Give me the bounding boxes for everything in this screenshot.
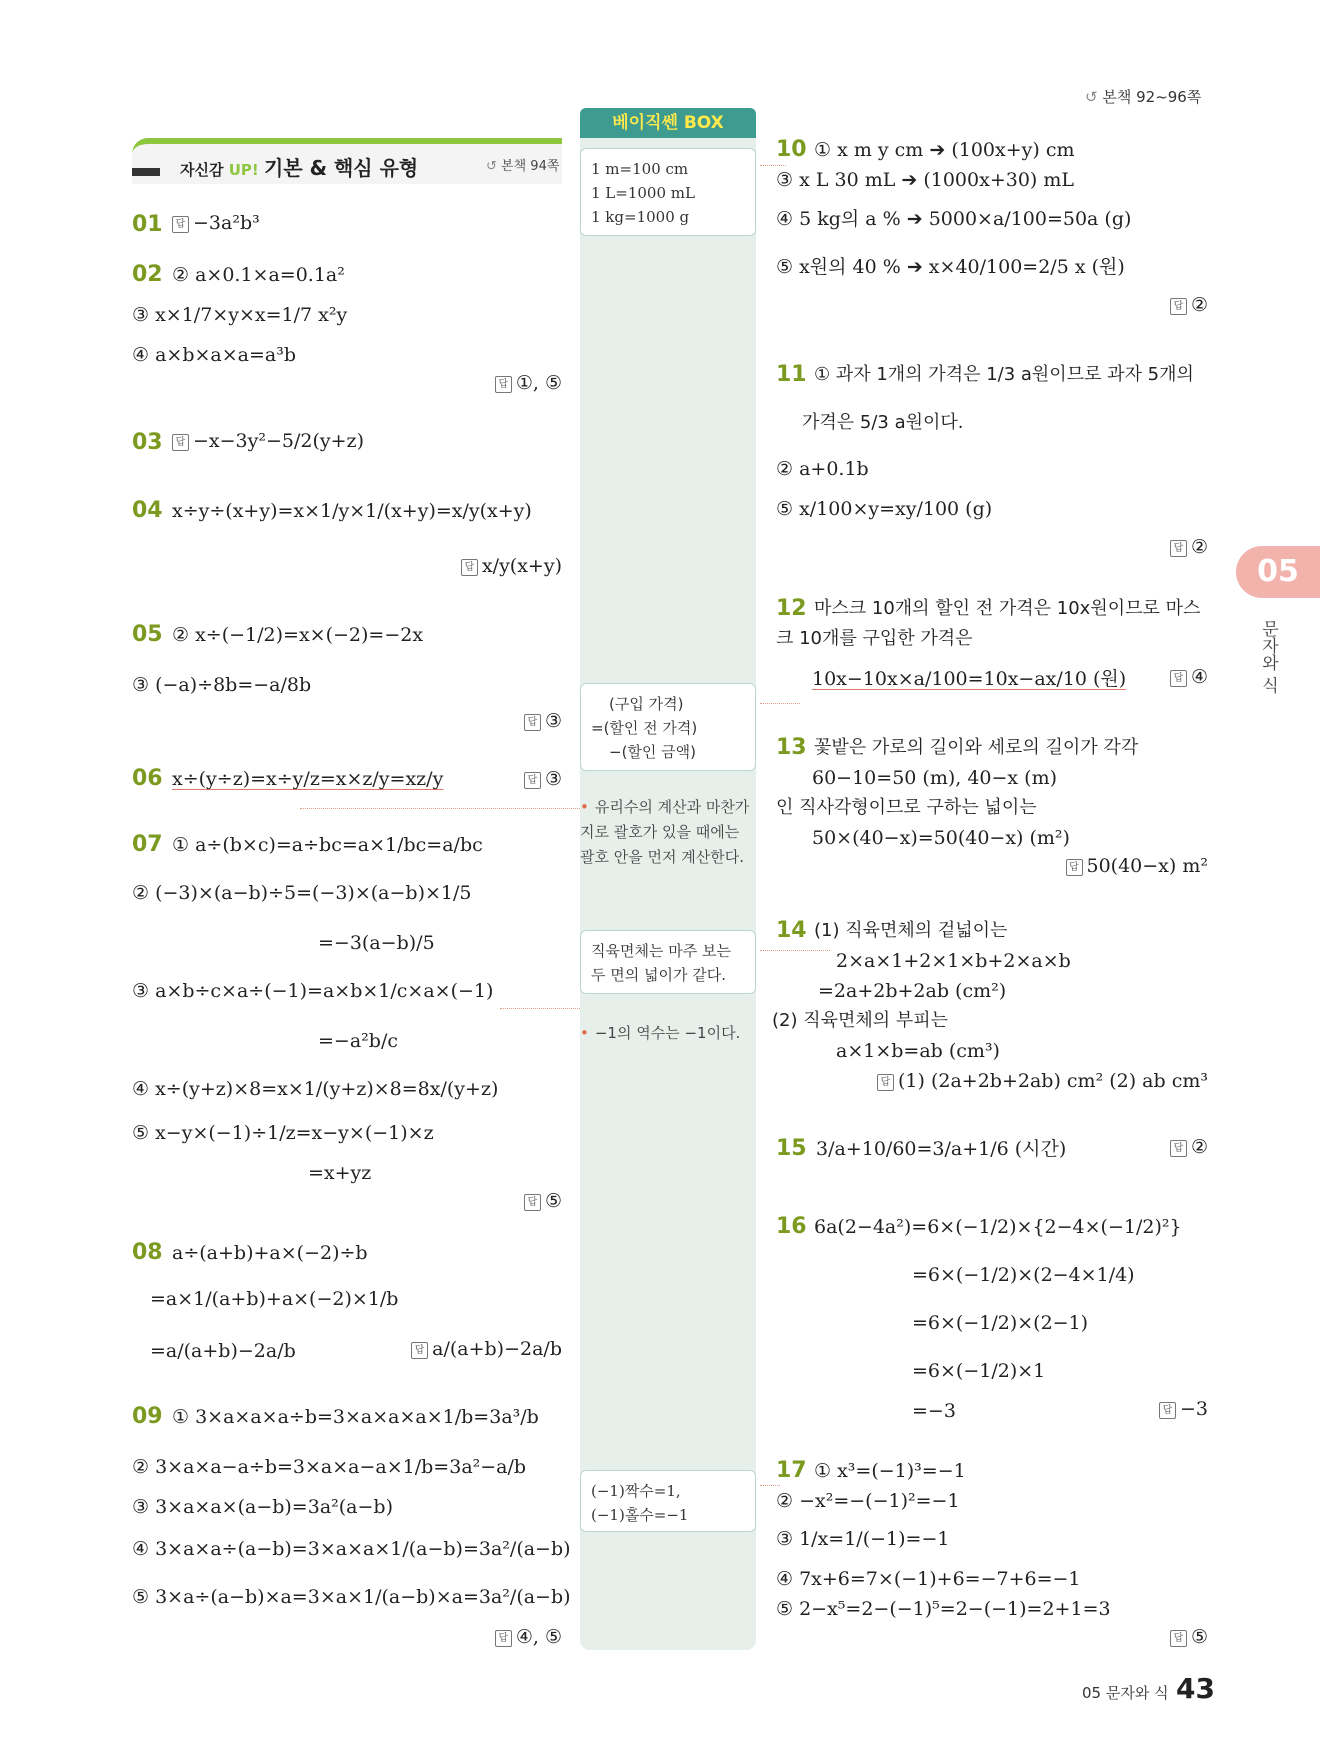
section-prefix: 자신감 xyxy=(180,161,224,179)
answer-03-text: −x−3y²−5/2(y+z) xyxy=(193,430,364,452)
solution-16-line3: =6×(−1/2)×(2−1) xyxy=(912,1312,1089,1334)
section-title xyxy=(180,152,418,181)
solution-07-line4: ③ a×b÷c×a÷(−1)=a×b×1/c×a×(−1) xyxy=(132,980,494,1002)
answer-10-text: ② xyxy=(1190,294,1208,316)
problem-number-02: 02 xyxy=(132,262,163,287)
answer-icon: 답 xyxy=(1170,670,1187,687)
box-title: 베이직쎈 BOX xyxy=(580,108,756,138)
problem-number-15: 15 xyxy=(776,1136,807,1161)
problem-number-09: 09 xyxy=(132,1404,163,1429)
solution-13-line3: 인 직사각형이므로 구하는 넓이는 xyxy=(776,797,1037,818)
answer-08 xyxy=(411,1338,562,1360)
answer-01-text: −3a²b³ xyxy=(193,212,260,234)
answer-17-text: ⑤ xyxy=(1190,1626,1208,1648)
solution-15-line1: 3/a+10/60=3/a+1/6 (시간) xyxy=(816,1138,1067,1160)
answer-11 xyxy=(1170,536,1208,558)
problem-number-04: 04 xyxy=(132,498,163,523)
ref-arrow-icon: ↺ xyxy=(1085,88,1098,106)
solution-13-line4: 50×(40−x)=50(40−x) (m²) xyxy=(812,827,1070,849)
chapter-tab-label: 문자와 식 xyxy=(1258,620,1278,694)
answer-02 xyxy=(495,372,562,394)
solution-11-line4: ⑤ x/100×y=xy/100 (g) xyxy=(776,498,993,520)
page-number: 43 xyxy=(1176,1672,1215,1705)
answer-13 xyxy=(1066,855,1209,877)
power-even: (−1)짝수=1, xyxy=(591,1482,681,1500)
solution-10-line1: ① x m y cm ➔ (100x+y) cm xyxy=(814,139,1075,161)
solution-11-line2: 가격은 5/3 a원이다. xyxy=(802,412,964,433)
box-cuboid-note xyxy=(580,930,756,994)
answer-icon: 답 xyxy=(524,1194,541,1211)
solution-08-line1: a÷(a+b)+a×(−2)÷b xyxy=(172,1242,368,1264)
solution-17-line3: ③ 1/x=1/(−1)=−1 xyxy=(776,1528,950,1550)
solution-07-line2: ② (−3)×(a−b)÷5=(−3)×(a−b)×1/5 xyxy=(132,882,472,904)
solution-17-line4: ④ 7x+6=7×(−1)+6=−7+6=−1 xyxy=(776,1568,1081,1590)
problem-number-03: 03 xyxy=(132,430,163,455)
cuboid-note-text: 직육면체는 마주 보는 두 면의 넓이가 같다. xyxy=(591,942,731,984)
answer-17 xyxy=(1170,1626,1208,1648)
connector-line xyxy=(760,165,786,166)
problem-number-14: 14 xyxy=(776,918,807,943)
solution-16-line2: =6×(−1/2)×(2−4×1/4) xyxy=(912,1264,1135,1286)
answer-icon: 답 xyxy=(1170,540,1187,557)
answer-icon: 답 xyxy=(495,1630,512,1647)
solution-09-line4: ④ 3×a×a÷(a−b)=3×a×a×1/(a−b)=3a²/(a−b) xyxy=(132,1538,571,1560)
answer-05 xyxy=(524,710,562,732)
connector-line xyxy=(760,1485,780,1486)
answer-icon: 답 xyxy=(1170,298,1187,315)
solution-10-line2: ③ x L 30 mL ➔ (1000x+30) mL xyxy=(776,169,1074,191)
solution-02-line2: ③ x×1/7×y×x=1/7 x²y xyxy=(132,304,348,326)
answer-12 xyxy=(1170,666,1208,688)
answer-13-text: 50(40−x) m² xyxy=(1086,855,1208,877)
box-price xyxy=(580,683,756,771)
solution-10-line4: ⑤ x원의 40 % ➔ x×40/100=2/5 x (원) xyxy=(776,256,1125,278)
answer-icon: 답 xyxy=(172,216,189,233)
ref-arrow-icon: ↺ xyxy=(486,159,497,174)
solution-02-line1: ② a×0.1×a=0.1a² xyxy=(172,264,345,286)
solution-07-line5: =−a²b/c xyxy=(318,1030,398,1052)
ref-pages-text: 본책 92~96쪽 xyxy=(1102,88,1202,106)
answer-icon: 답 xyxy=(1170,1630,1187,1647)
box-power-note xyxy=(580,1470,756,1532)
solution-11-line3: ② a+0.1b xyxy=(776,458,869,480)
box-price-line3: −(할인 금액) xyxy=(609,743,697,761)
solution-09-line5: ⑤ 3×a÷(a−b)×a=3×a×1/(a−b)×a=3a²/(a−b) xyxy=(132,1586,571,1608)
answer-04 xyxy=(461,555,562,577)
solution-14-line5: a×1×b=ab (cm³) xyxy=(836,1040,1000,1062)
connector-line xyxy=(500,1008,580,1009)
box-units xyxy=(580,148,756,236)
answer-16 xyxy=(1159,1398,1208,1420)
solution-05-line1: ② x÷(−1/2)=x×(−2)=−2x xyxy=(172,624,424,646)
bullet-icon: • xyxy=(580,1024,589,1042)
footer-chapter: 05 문자와 식 xyxy=(1082,1684,1169,1702)
answer-08-text: a/(a+b)−2a/b xyxy=(432,1338,562,1360)
answer-icon: 답 xyxy=(1159,1402,1176,1419)
problem-number-01: 01 xyxy=(132,212,163,237)
answer-07-text: ⑤ xyxy=(544,1190,562,1212)
solution-07-line1: ① a÷(b×c)=a÷bc=a×1/bc=a/bc xyxy=(172,834,483,856)
solution-08-line2: =a×1/(a+b)+a×(−2)×1/b xyxy=(150,1288,399,1310)
box-unit-kg: 1 kg=1000 g xyxy=(591,208,690,226)
solution-11-line1: ① 과자 1개의 가격은 1/3 a원이므로 과자 5개의 xyxy=(814,364,1194,385)
solution-13-line2: 60−10=50 (m), 40−x (m) xyxy=(812,767,1058,789)
solution-14-line3: =2a+2b+2ab (cm²) xyxy=(818,980,1007,1002)
section-title-text: 기본 & 핵심 유형 xyxy=(263,156,419,180)
problem-number-17: 17 xyxy=(776,1458,807,1483)
answer-16-text: −3 xyxy=(1179,1398,1208,1420)
problem-number-07: 07 xyxy=(132,832,163,857)
answer-07 xyxy=(524,1190,562,1212)
problem-number-11: 11 xyxy=(776,362,807,387)
box-price-line1: (구입 가격) xyxy=(609,695,684,713)
solution-14-line4: (2) 직육면체의 부피는 xyxy=(772,1010,949,1031)
problem-number-08: 08 xyxy=(132,1240,163,1265)
answer-icon: 답 xyxy=(1066,859,1083,876)
solution-07-line3: =−3(a−b)/5 xyxy=(318,932,435,954)
box-column xyxy=(580,125,756,1650)
problem-number-12: 12 xyxy=(776,596,807,621)
solution-09-line1: ① 3×a×a×a÷b=3×a×a×a×1/b=3a³/b xyxy=(172,1406,539,1428)
solution-17-line1: ① x³=(−1)³=−1 xyxy=(814,1460,966,1482)
bullet-icon: • xyxy=(580,798,589,816)
solution-16-line1: 6a(2−4a²)=6×(−1/2)×{2−4×(−1/2)²} xyxy=(814,1216,1182,1238)
box-rational-note xyxy=(580,795,756,870)
solution-06-line1: x÷(y÷z)=x÷y/z=x×z/y=xz/y xyxy=(172,768,444,790)
answer-06 xyxy=(524,768,562,790)
rational-note-text: 유리수의 계산과 마찬가지로 괄호가 있을 때에는 괄호 안을 먼저 계산한다. xyxy=(580,798,750,866)
box-price-line2: =(할인 전 가격) xyxy=(591,719,698,737)
answer-icon: 답 xyxy=(461,559,478,576)
solution-12-line2: 크 10개를 구입한 가격은 xyxy=(776,628,973,649)
solution-12-line1: 마스크 10개의 할인 전 가격은 10x원이므로 마스 xyxy=(814,598,1201,619)
solution-17-line2: ② −x²=−(−1)²=−1 xyxy=(776,1490,960,1512)
answer-03 xyxy=(172,430,364,452)
solution-16-line5: =−3 xyxy=(912,1400,956,1422)
answer-01 xyxy=(172,212,260,234)
answer-icon: 답 xyxy=(172,434,189,451)
problem-number-06: 06 xyxy=(132,766,163,791)
solution-09-line3: ③ 3×a×a×(a−b)=3a²(a−b) xyxy=(132,1496,393,1518)
chapter-tab: 05 xyxy=(1236,546,1320,598)
solution-17-line5: ⑤ 2−x⁵=2−(−1)⁵=2−(−1)=2+1=3 xyxy=(776,1598,1111,1620)
answer-icon: 답 xyxy=(524,772,541,789)
solution-07-line8: =x+yz xyxy=(308,1162,372,1184)
solution-07-line7: ⑤ x−y×(−1)÷1/z=x−y×(−1)×z xyxy=(132,1122,434,1144)
solution-09-line2: ② 3×a×a−a÷b=3×a×a−a×1/b=3a²−a/b xyxy=(132,1456,527,1478)
answer-05-text: ③ xyxy=(544,710,562,732)
problem-number-05: 05 xyxy=(132,622,163,647)
answer-06-text: ③ xyxy=(544,768,562,790)
answer-15-text: ② xyxy=(1190,1136,1208,1158)
connector-line xyxy=(760,703,800,704)
solution-14-line1: (1) 직육면체의 겉넓이는 xyxy=(814,920,1008,941)
answer-10 xyxy=(1170,294,1208,316)
solution-13-line1: 꽃밭은 가로의 길이와 세로의 길이가 각각 xyxy=(814,737,1139,758)
answer-icon: 답 xyxy=(1170,1140,1187,1157)
problem-number-10: 10 xyxy=(776,137,807,162)
answer-14 xyxy=(877,1070,1208,1092)
solution-02-line3: ④ a×b×a×a=a³b xyxy=(132,344,297,366)
answer-09 xyxy=(495,1626,562,1648)
page-reference xyxy=(1085,86,1201,107)
answer-15 xyxy=(1170,1136,1208,1158)
solution-05-line2: ③ (−a)÷8b=−a/8b xyxy=(132,674,312,696)
solution-10-line3: ④ 5 kg의 a % ➔ 5000×a/100=50a (g) xyxy=(776,208,1132,230)
answer-04-text: x/y(x+y) xyxy=(481,555,562,577)
problem-number-16: 16 xyxy=(776,1214,807,1239)
solution-12-line3: 10x−10x×a/100=10x−ax/10 (원) xyxy=(812,668,1127,690)
section-reference xyxy=(486,155,559,174)
section-ref-text: 본책 94쪽 xyxy=(501,159,560,174)
box-unit-m: 1 m=100 cm xyxy=(591,160,689,178)
box-unit-l: 1 L=1000 mL xyxy=(591,184,695,202)
solution-08-line3: =a/(a+b)−2a/b xyxy=(150,1340,296,1362)
solution-14-line2: 2×a×1+2×1×b+2×a×b xyxy=(836,950,1071,972)
power-odd: (−1)홀수=−1 xyxy=(591,1506,689,1524)
reciprocal-note-text: −1의 역수는 −1이다. xyxy=(594,1024,741,1042)
answer-12-text: ④ xyxy=(1190,666,1208,688)
solution-16-line4: =6×(−1/2)×1 xyxy=(912,1360,1046,1382)
section-up: UP! xyxy=(228,161,259,179)
connector-line xyxy=(760,950,830,951)
connector-line xyxy=(300,808,580,809)
answer-icon: 답 xyxy=(524,714,541,731)
answer-icon: 답 xyxy=(877,1074,894,1091)
solution-04-line1: x÷y÷(x+y)=x×1/y×1/(x+y)=x/y(x+y) xyxy=(172,500,532,522)
answer-11-text: ② xyxy=(1190,536,1208,558)
answer-icon: 답 xyxy=(411,1342,428,1359)
answer-02-text: ①, ⑤ xyxy=(515,372,562,394)
section-header-dark-mark xyxy=(132,168,160,176)
answer-14-text: (1) (2a+2b+2ab) cm² (2) ab cm³ xyxy=(898,1070,1208,1092)
problem-number-13: 13 xyxy=(776,735,807,760)
answer-icon: 답 xyxy=(495,376,512,393)
box-reciprocal-note xyxy=(580,1021,756,1046)
answer-09-text: ④, ⑤ xyxy=(515,1626,562,1648)
solution-07-line6: ④ x÷(y+z)×8=x×1/(y+z)×8=8x/(y+z) xyxy=(132,1078,499,1100)
